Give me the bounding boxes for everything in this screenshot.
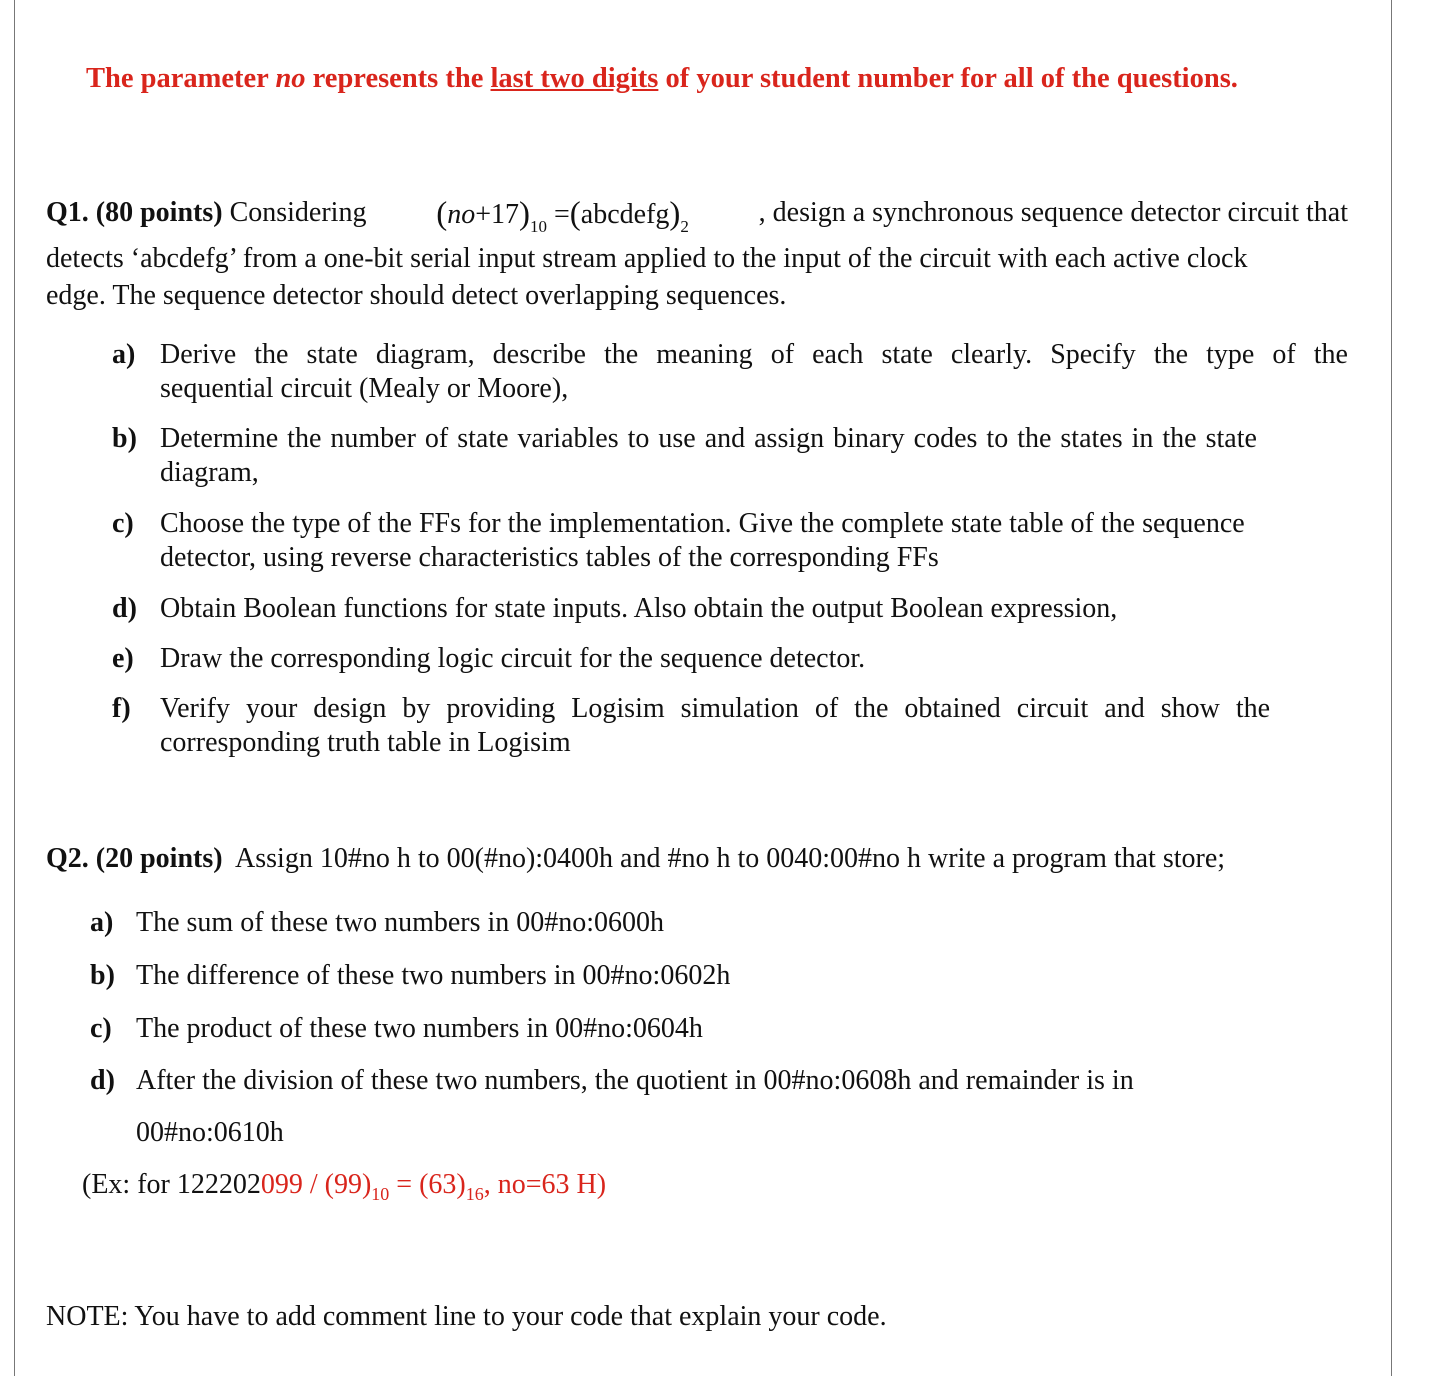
- q1-line-3: edge. The sequence detector should detect overlapping sequences.: [46, 280, 787, 311]
- q1-heading: Q1. (80 points): [46, 197, 223, 228]
- q1-line-2: detects ‘abcdefg’ from a one-bit serial input stream applied to the input of the circuit with each active clock: [46, 243, 1248, 274]
- parameter-notice: The parameter no represents the last two digits of your student number for all of the questions.: [86, 63, 1238, 94]
- q2-heading: Q2. (20 points): [46, 843, 223, 874]
- q1-equation: $(no+17)_{10}$ $=(abcdefg)_2$: [436, 196, 689, 236]
- q2-line-1: Q2. (20 points) Assign 10#no h to 00(#no):0400h and #no h to 0040:00#no h write a program that store;: [46, 843, 1226, 874]
- q2-example: (Ex: for $122202099 / (99)_{10} = (63)_{16}$, no=63 H): [82, 1169, 607, 1204]
- note-line: NOTE: You have to add comment line to your code that explain your code.: [46, 1301, 887, 1332]
- q1-line-1: Q1. (80 points) Considering $(no+17)_{10}$ $=(abcdefg)_2$ , design a synchronous sequence detector circuit that: [46, 196, 1348, 236]
